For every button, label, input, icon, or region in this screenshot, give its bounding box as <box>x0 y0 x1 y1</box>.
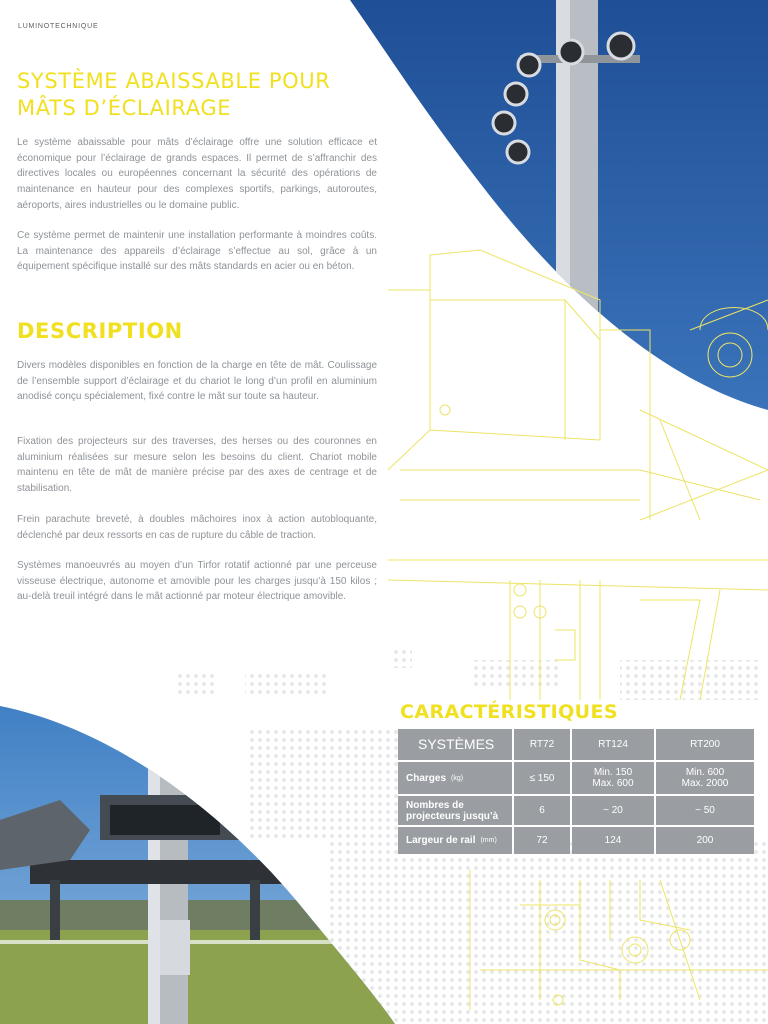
table-row <box>398 827 754 854</box>
table-cell: 200 <box>656 827 754 854</box>
table-row <box>398 796 754 825</box>
row-unit: (kg) <box>451 774 464 782</box>
table-cell: Min. 600 Max. 2000 <box>656 762 754 794</box>
description-heading: DESCRIPTION <box>17 319 183 343</box>
table-cell: 72 <box>514 827 570 854</box>
table-cell: 6 <box>514 796 570 825</box>
description-paragraph-2: Fixation des projecteurs sur des traverses, des herses ou des couronnes en aluminium réalisées sur mesure selon les besoins du client. Chariot mobile maintenu en tête de mât de manière précise par des axes de centrage et de stabilisation. <box>17 436 377 495</box>
page-title-line1: SYSTÈME ABAISSABLE POUR <box>17 69 331 93</box>
row-label <box>398 796 512 825</box>
brand-label: LUMINOTECHNIQUE <box>18 23 99 30</box>
specs-header-col: RT72 <box>514 729 570 760</box>
specs-table-header <box>398 729 754 760</box>
description-paragraph-1: Divers modèles disponibles en fonction de la charge en tête de mât. Coulissage de l’ensemble support d’éclairage et du chariot le long d’un profil en aluminium anodisé conçu spécialement, fixé contre le mât sur toute sa hauteur. <box>17 360 377 403</box>
row-label <box>398 762 512 794</box>
row-unit: (mm) <box>480 837 497 844</box>
page-title <box>17 68 377 122</box>
intro-paragraph-2: Ce système permet de maintenir une installation performante à moindres coûts. La maintenance des appareils d’éclairage s’effectue au sol, grâce à un équipement spécifique installé sur des mâts standards en acier ou en béton. <box>17 230 377 273</box>
table-cell: Min. 150 Max. 600 <box>572 762 654 794</box>
table-cell: ~ 20 <box>572 796 654 825</box>
row-label <box>398 827 512 854</box>
specs-table <box>398 729 754 856</box>
specs-header-col: RT200 <box>656 729 754 760</box>
table-cell: ≤ 150 <box>514 762 570 794</box>
row-label-text: Charges <box>406 772 447 784</box>
specs-heading: CARACTÉRISTIQUES <box>400 701 618 723</box>
row-label-text: Nombres de projecteurs jusqu’à <box>406 799 499 822</box>
specs-header-col: RT124 <box>572 729 654 760</box>
table-cell: 124 <box>572 827 654 854</box>
row-label-text: Largeur de rail <box>406 835 476 846</box>
specs-header-label: SYSTÈMES <box>398 729 512 760</box>
description-paragraph-4: Systèmes manoeuvrés au moyen d’un Tirfor rotatif actionné par une perceuse visseuse électrique, autonome et amovible pour les charges jusqu’à 150 kilos ; au-delà treuil intégré dans le mât actionné par moteur électrique amovible. <box>17 560 377 603</box>
table-cell: ~ 50 <box>656 796 754 825</box>
intro-paragraph-1: Le système abaissable pour mâts d’éclairage offre une solution efficace et économique pour l’éclairage de grands espaces. Il permet de s’affranchir des directives locales ou européennes concernant la sécurité des opérations de maintenance en hauteur pour des complexes sportifs, parkings, autoroutes, aéroports, aires industrielles ou le domaine public. <box>17 137 377 211</box>
description-paragraph-3: Frein parachute breveté, à doubles mâchoires inox à action autobloquante, déclenché par deux ressorts en cas de rupture du câble de traction. <box>17 514 377 541</box>
table-row <box>398 762 754 794</box>
mast-photo <box>340 0 768 420</box>
page-title-line2: MÂTS D’ÉCLAIRAGE <box>17 96 232 120</box>
